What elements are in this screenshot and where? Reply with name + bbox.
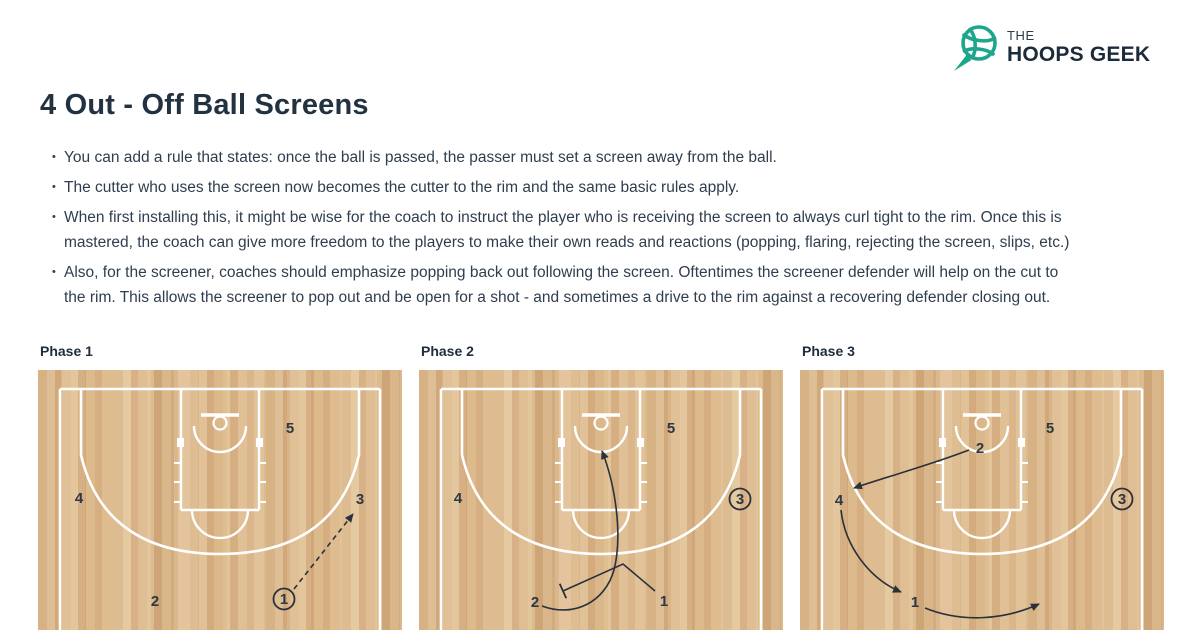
court-line [573,510,629,538]
hoops-geek-logo [953,22,1150,72]
player-marker-4: 4 [834,492,844,510]
player-marker-3: 3 [735,491,745,509]
player-marker-1: 1 [659,593,669,611]
player-marker-4: 4 [74,490,84,508]
phase-3-label: Phase 3 [802,343,855,359]
basketball-icon [953,22,999,72]
bullet-item [52,205,1069,255]
logo-text [1007,28,1150,66]
phase-1-label: Phase 1 [40,343,93,359]
player-marker-2: 2 [530,594,540,612]
bullet-line: mastered, the coach can give more freedom to the players to make their own reads and reactions (popping, flaring, rejecting the screen, slips, etc.) [64,234,1070,251]
court-line [954,510,1010,538]
player-marker-2: 2 [150,593,160,611]
bullet-line: When first installing this, it might be wise for the coach to instruct the player who is receiving the screen to always curl tight to the rim. Once this is [64,209,1062,226]
rim [976,417,989,430]
bullet-item [52,260,1069,310]
player-marker-5: 5 [285,420,295,438]
player-marker-5: 5 [1045,420,1055,438]
lane-block [558,438,565,447]
cut-arrow [925,604,1039,618]
rim [595,417,608,430]
logo-word-main: HOOPS GEEK [1007,43,1151,66]
cut-arrow [841,510,901,592]
court-diagram-phase-1 [38,370,402,630]
phase-2-label: Phase 2 [421,343,474,359]
player-marker-5: 5 [666,420,676,438]
bullet-line: the rim. This allows the screener to pop out and be open for a shot - and sometimes a drive to the rim against a recovering defender closing out. [64,289,1051,306]
page-title: 4 Out - Off Ball Screens [40,89,369,122]
lane-block [177,438,184,447]
pass-arrow [294,514,353,589]
player-marker-3: 3 [1117,491,1127,509]
player-marker-2: 2 [975,440,985,458]
bullet-dot: • [52,266,56,278]
bullet-dot: • [52,181,56,193]
rim [214,417,227,430]
lane-block [256,438,263,447]
bullet-item [52,145,1069,170]
bullet-item [52,175,1069,200]
phase-1-panel [38,343,402,630]
bullet-line: You can add a rule that states: once the ball is passed, the passer must set a screen away from the ball. [64,149,777,166]
player-marker-1: 1 [279,591,289,609]
lane-block [1018,438,1025,447]
rules-list [52,145,1069,315]
phase-3-panel [800,343,1164,630]
bullet-line: Also, for the screener, coaches should emphasize popping back out following the screen. Oftentimes the screener defender will help on the cut to [64,264,1059,281]
cut-arrow [542,451,618,610]
phase-2-panel [419,343,783,630]
court-diagram-phase-2 [419,370,783,630]
screen-line [563,564,655,591]
court-diagram-phase-3 [800,370,1164,630]
logo-word-the: THE [1007,28,1035,43]
player-marker-3: 3 [355,491,365,509]
player-marker-1: 1 [910,594,920,612]
lane-block [637,438,644,447]
court-line [192,510,248,538]
logo-tail [954,55,972,71]
cut-arrow [854,450,969,488]
bullet-dot: • [52,211,56,223]
bullet-dot: • [52,151,56,163]
player-marker-4: 4 [453,490,463,508]
lane-block [939,438,946,447]
bullet-line: The cutter who uses the screen now becomes the cutter to the rim and the same basic rules apply. [64,179,740,196]
